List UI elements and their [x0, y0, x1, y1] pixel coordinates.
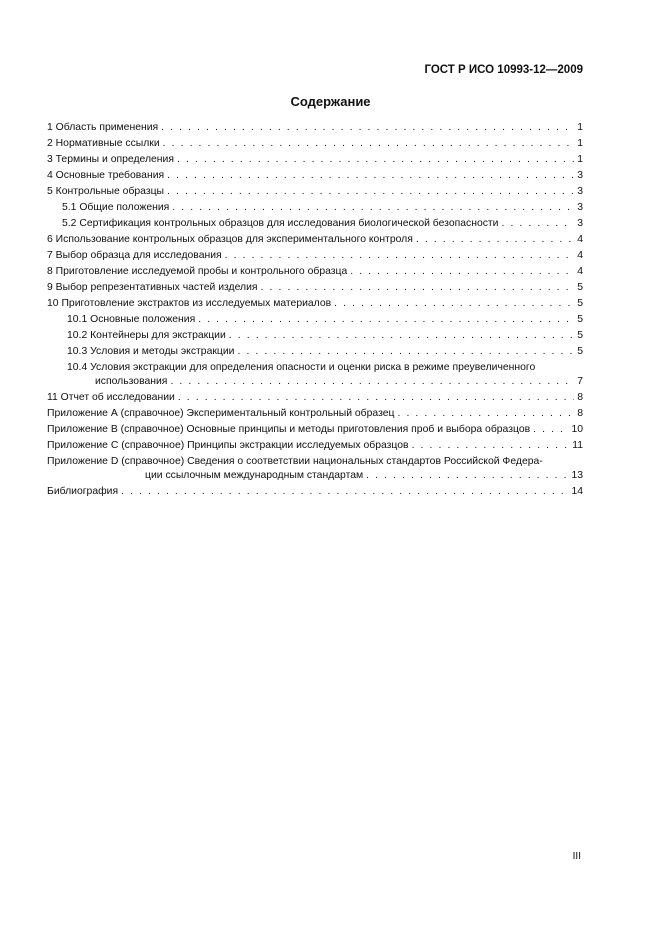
toc-entry-page: 5 [577, 330, 583, 341]
toc-entry-label: 2 Нормативные ссылки [47, 138, 160, 149]
toc-entry[interactable] [47, 154, 583, 165]
page-number: III [572, 851, 581, 862]
toc-entry-page: 5 [577, 282, 583, 293]
toc-entry[interactable] [47, 250, 583, 261]
toc-entry-page: 5 [577, 314, 583, 325]
toc-entry-page: 7 [577, 376, 583, 387]
toc-entry[interactable] [47, 486, 583, 497]
toc-entry-label: 3 Термины и определения [47, 154, 174, 165]
toc-entry[interactable] [47, 234, 583, 245]
document-id: ГОСТ Р ИСО 10993-12—2009 [424, 64, 583, 76]
toc-entry-page: 11 [572, 440, 583, 451]
toc-entry-label: 5.2 Сертификация контрольных образцов для исследования биологической безопасности [62, 218, 499, 229]
toc-entry-label: 4 Основные требования [47, 170, 165, 181]
toc-entry-page: 4 [577, 250, 583, 261]
toc-entry[interactable] [47, 202, 583, 213]
toc-entry-label: Приложение А (справочное) Экспериментальный контрольный образец [47, 408, 395, 419]
toc-entry-label: 10.2 Контейнеры для экстракции [67, 330, 226, 341]
toc-entry[interactable] [47, 170, 583, 181]
table-of-contents [47, 122, 583, 497]
toc-entry-label: 10.1 Основные положения [67, 314, 196, 325]
toc-entry[interactable] [47, 138, 583, 149]
toc-entry-page: 8 [577, 408, 583, 419]
toc-entry-page: 3 [577, 186, 583, 197]
toc-entry-page: 14 [571, 486, 583, 497]
toc-entry-label: Библиография [47, 486, 119, 497]
toc-entry-label: 10.4 Условия экстракции для определения опасности и оценки риска в режиме преувеличенного [67, 362, 536, 373]
toc-entry[interactable] [47, 186, 583, 197]
toc-entry-page: 1 [577, 138, 583, 149]
toc-entry[interactable] [47, 346, 583, 357]
toc-entry-label: Приложение С (справочное) Принципы экстракции исследуемых образцов [47, 440, 409, 451]
toc-entry-label: Приложение D (справочное) Сведения о соответствии национальных стандартов Российской Федера- [47, 456, 543, 467]
toc-entry-page: 4 [577, 234, 583, 245]
toc-entry-label: 5 Контрольные образцы [47, 186, 165, 197]
toc-entry-page: 5 [577, 346, 583, 357]
toc-entry-page: 4 [577, 266, 583, 277]
toc-entry-label-continued: ции ссылочным международным стандартам [145, 470, 364, 481]
toc-entry-label: 6 Использование контрольных образцов для экспериментального контроля [47, 234, 413, 245]
toc-entry-page: 8 [577, 392, 583, 403]
toc-entry[interactable] [47, 408, 583, 419]
toc-entry-page: 1 [577, 122, 583, 133]
toc-entry[interactable] [47, 314, 583, 325]
toc-entry-label: 7 Выбор образца для исследования [47, 250, 222, 261]
toc-entry-label: 11 Отчет об исследовании [47, 392, 175, 403]
page-title: Содержание [290, 94, 371, 109]
toc-entry[interactable] [47, 424, 583, 435]
toc-entry[interactable] [47, 362, 583, 387]
toc-entry-label: Приложение В (справочное) Основные принципы и методы приготовления проб и выбора образцов [47, 424, 531, 435]
toc-entry-page: 5 [577, 298, 583, 309]
toc-entry-label: 8 Приготовление исследуемой пробы и контрольного образца [47, 266, 348, 277]
toc-entry[interactable] [47, 330, 583, 341]
toc-entry-label: 9 Выбор репрезентативных частей изделия [47, 282, 258, 293]
toc-entry[interactable] [47, 282, 583, 293]
toc-entry[interactable] [47, 456, 583, 481]
toc-entry-page: 13 [571, 470, 583, 481]
toc-entry-label: 1 Область применения [47, 122, 159, 133]
toc-entry[interactable] [47, 392, 583, 403]
toc-entry-label: 10 Приготовление экстрактов из исследуемых материалов [47, 298, 332, 309]
toc-entry[interactable] [47, 440, 583, 451]
toc-entry-label-continued: использования [95, 376, 168, 387]
toc-entry-page: 3 [577, 218, 583, 229]
toc-entry-page: 10 [571, 424, 583, 435]
toc-entry-page: 3 [577, 202, 583, 213]
toc-entry-label: 5.1 Общие положения [62, 202, 170, 213]
toc-entry[interactable] [47, 266, 583, 277]
toc-entry-page: 3 [577, 170, 583, 181]
toc-entry[interactable] [47, 218, 583, 229]
toc-entry[interactable] [47, 122, 583, 133]
toc-entry-page: 1 [577, 154, 583, 165]
toc-entry[interactable] [47, 298, 583, 309]
toc-entry-label: 10.3 Условия и методы экстракции [67, 346, 235, 357]
